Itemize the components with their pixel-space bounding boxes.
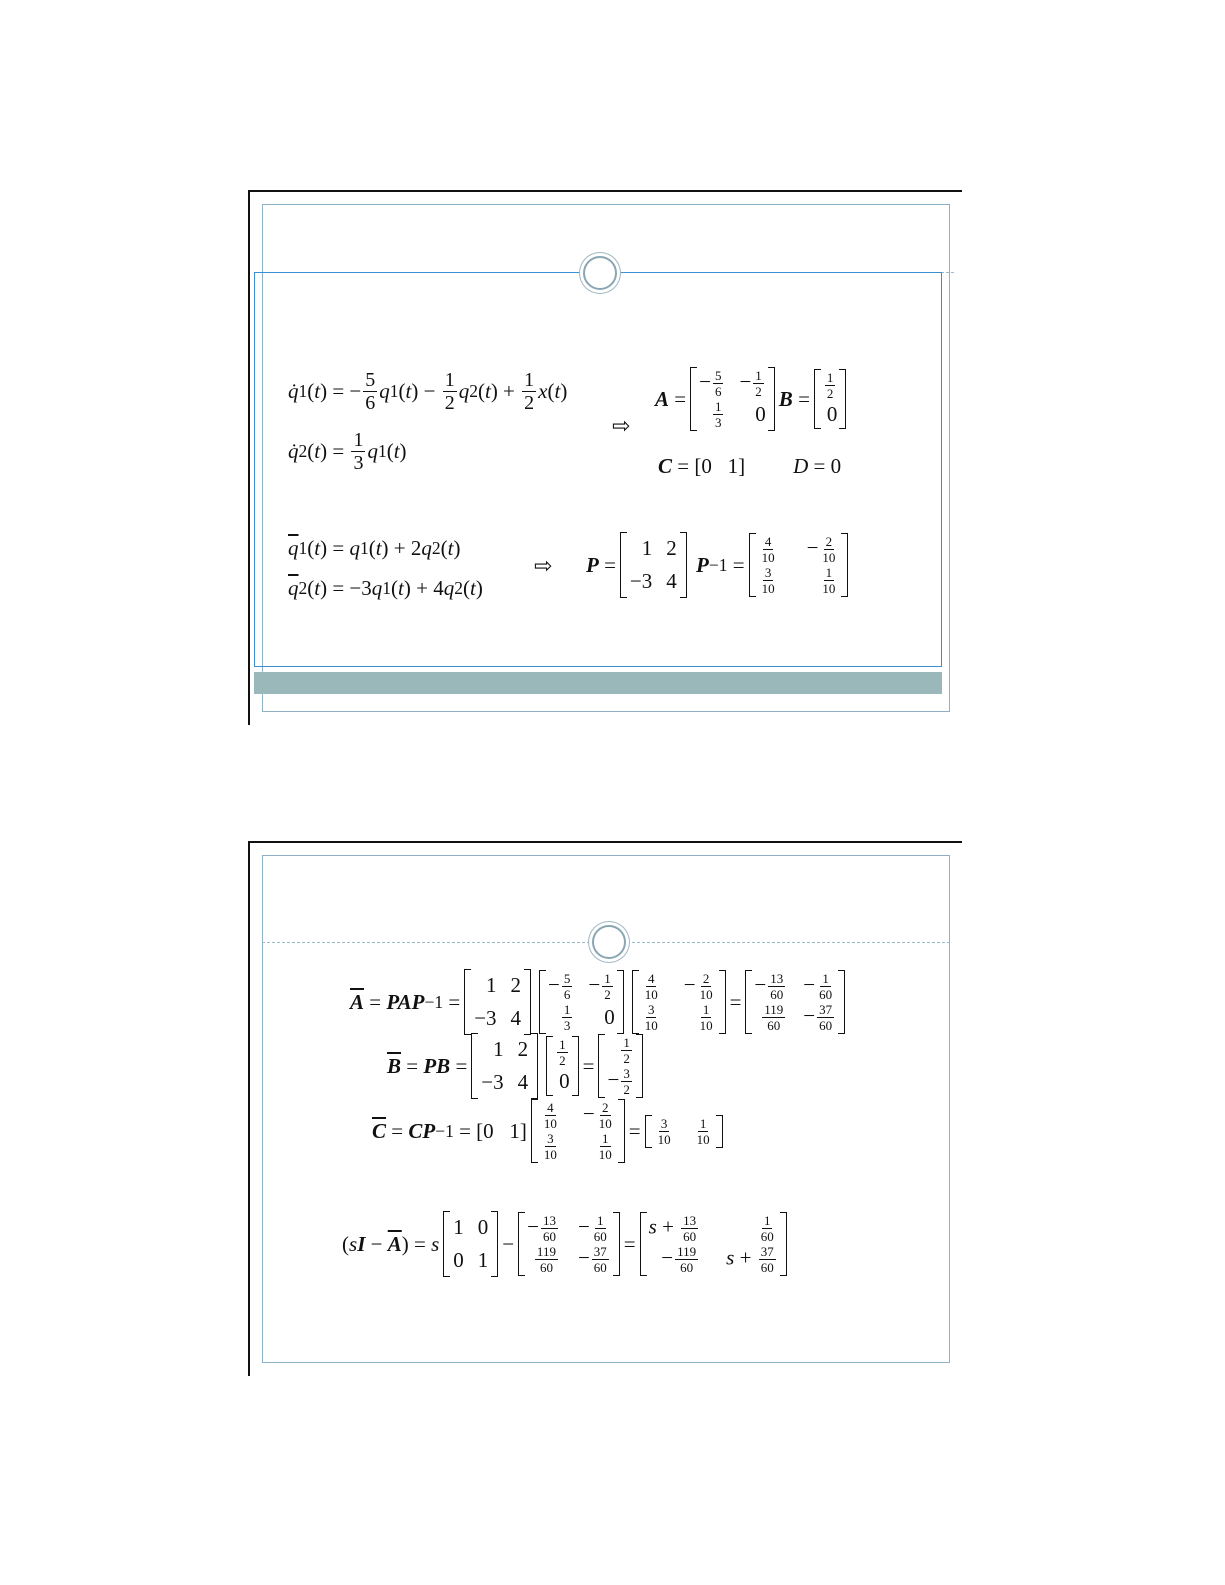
implies-arrow-2: ⇨	[534, 554, 553, 579]
equation-Bbar: $\overline{B}$ = PB = 1 2 −3 4 $\frac{1}{2}$ 0 = $\frac{1}{2}$ − $\frac{3}{2}$	[387, 1033, 647, 1099]
slide-1	[248, 190, 962, 725]
equation-qbar1: $\overline{q}$ 1 ( t ) = q 1 ( t ) + 2 q 2 ( t )	[288, 536, 461, 560]
slide-1-circle-ornament	[583, 256, 617, 290]
equation-q1-dot: q̇ 1 ( t ) = − $\frac{5}{6}$ q 1 ( t ) − $\frac{1}{2}$ q 2 ( t ) + $\frac{1}{2}$ x ( t )	[288, 369, 568, 414]
matrix-A-and-B: A = − $\frac{5}{6}$ − $\frac{1}{2}$ $\frac{1}{3}$ 0 B = $\frac{1}{2}$ 0	[655, 367, 850, 431]
implies-arrow-1: ⇨	[612, 414, 631, 439]
matrix-C-and-D: C = [0 1] D = 0	[658, 454, 842, 478]
slide-2-circle-ornament	[592, 925, 626, 959]
slide-1-footer-bar	[254, 672, 942, 694]
equation-Cbar: $\overline{C}$ = CP −1 = [0 1] $\frac{4}{10}$ − $\frac{2}{10}$ $\frac{3}{10}$ $\frac{1}{10}$ = $\frac{3}{10}$ $\frac{1}{10}$	[372, 1099, 727, 1163]
matrix-P-and-Pinv: P = 1 2 −3 4 P −1 = $\frac{4}{10}$ − $\frac{2}{10}$ $\frac{3}{10}$ $\frac{1}{10}$	[586, 532, 852, 598]
equation-qbar2: $\overline{q}$ 2 ( t ) = −3 q 1 ( t ) + 4 q 2 ( t )	[288, 576, 483, 600]
equation-Abar: $\overline{A}$ = PAP −1 = 1 2 −3 4 − $\frac{5}{6}$ − $\frac{1}{2}$ $\frac{1}{3}$ 0 $\frac{4}{10}$ − $\frac{2}{10}$ $\frac{3}{10}$ $\frac{1}{10}$ = − $\frac{13}{60}$ − $\frac{1}{60}$ $\frac{119}{60}$ − $\frac{37}{60}$	[350, 969, 849, 1035]
equation-q2-dot: q̇ 2 ( t ) = $\frac{1}{3}$ q 1 ( t )	[288, 429, 407, 474]
equation-sI-minus-Abar: ( s I − $\overline{A}$ ) = s 1 0 0 1 − − $\frac{13}{60}$ − $\frac{1}{60}$ $\frac{119}{60}$ − $\frac{37}{60}$ = s + $\frac{13}{60}$ $\frac{1}{60}$ − $\frac{119}{60}$ s + $\frac{37}{60}$	[342, 1211, 791, 1277]
slide-2	[248, 841, 962, 1376]
